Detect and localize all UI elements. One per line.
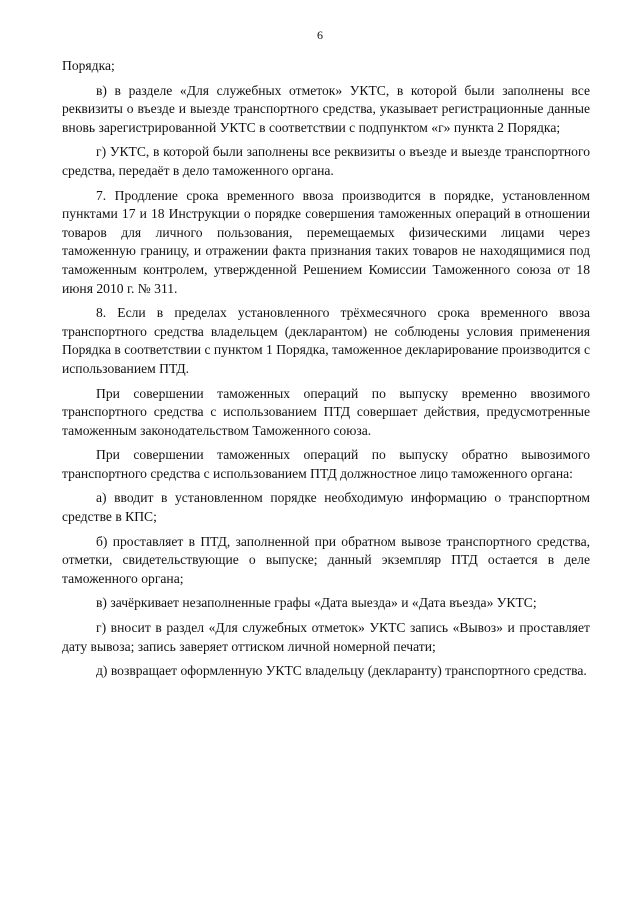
paragraph-re-export-release: При совершении таможенных операций по выпуску обратно вывозимого транспортного средства с использованием ПТД должностное лицо таможенного органа: bbox=[62, 447, 590, 481]
list-item-v: в) зачёркивает незаполненные графы «Дата выезда» и «Дата въезда» УКТС; bbox=[96, 595, 537, 611]
document-body bbox=[62, 57, 590, 687]
list-item-b: б) проставляет в ПТД, заполненной при обратном вывозе транспортного средства, отметки, свидетельствующие о выпуске; данный экземпляр ПТД остается в деле таможенного органа; bbox=[62, 533, 590, 586]
paragraph-continuation: Порядка; bbox=[62, 58, 115, 73]
paragraph-7: 7. Продление срока временного ввоза производится в порядке, установленном пунктами 17 и 18 Инструкции о порядке совершения таможенных операций в отношении товаров для личного пользования, перемещаемых физическими лицами через таможенную границу, и отражении факта признания таких товаров не находящимися под таможенным контролем, утвержденной Решением Комиссии Таможенного союза от 18 июня 2010 г. № 311. bbox=[62, 187, 590, 296]
paragraph-item-v: в) в разделе «Для служебных отметок» УКТС, в которой были заполнены все реквизиты о въезде и выезде транспортного средства, указывает регистрационные данные вновь зарегистрированной УКТС в соответствии с подпунктом «г» пункта 2 Порядка; bbox=[62, 82, 590, 135]
paragraph-item-g: г) УКТС, в которой были заполнены все реквизиты о въезде и выезде транспортного средства, передаёт в дело таможенного органа. bbox=[62, 144, 590, 178]
list-item-g: г) вносит в раздел «Для служебных отметок» УКТС запись «Вывоз» и проставляет дату вывоза; запись заверяет оттиском личной номерной печати; bbox=[62, 620, 590, 654]
paragraph-8: 8. Если в пределах установленного трёхмесячного срока временного ввоза транспортного средства владельцем (декларантом) не соблюдены условия применения Порядка в соответствии с пунктом 1 Порядка, таможенное декларирование производится с использованием ПТД. bbox=[62, 305, 590, 376]
paragraph-temporary-import-release: При совершении таможенных операций по выпуску временно ввозимого транспортного средства с использованием ПТД совершает действия, предусмотренные таможенным законодательством Таможенного союза. bbox=[62, 385, 590, 438]
page-number: 6 bbox=[317, 28, 323, 42]
list-item-a: а) вводит в установленном порядке необходимую информацию о транспортном средстве в КПС; bbox=[62, 490, 590, 525]
list-item-d: д) возвращает оформленную УКТС владельцу (декларанту) транспортного средства. bbox=[96, 663, 587, 679]
